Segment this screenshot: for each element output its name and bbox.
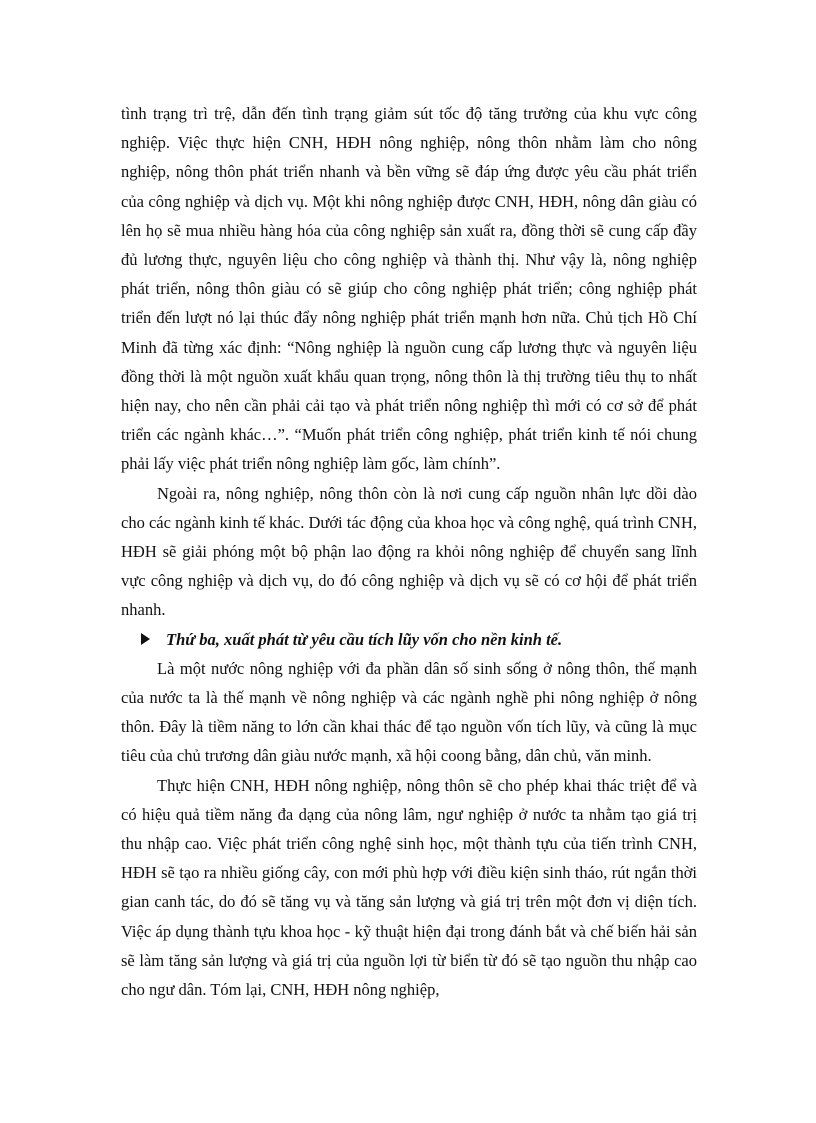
paragraph-agriculture-strength: Là một nước nông nghiệp với đa phần dân số sinh sống ở nông thôn, thế mạnh của nước ta là thế mạnh về nông nghiệp và các ngành nghề phi nông nghiệp ở nông thôn. Đây là tiềm năng to lớn cần khai thác để tạo nguồn vốn tích lũy, và cũng là mục tiêu của chủ trương dân giàu nước mạnh, xã hội coong bằng, dân chủ, văn minh. bbox=[121, 658, 697, 766]
section-heading-text: Thứ ba, xuất phát từ yêu cầu tích lũy vốn cho nền kinh tế. bbox=[166, 629, 563, 649]
section-heading bbox=[121, 625, 697, 654]
arrow-bullet-icon bbox=[141, 633, 150, 645]
paragraph-labor: Ngoài ra, nông nghiệp, nông thôn còn là nơi cung cấp nguồn nhân lực dồi dào cho các ngành kinh tế khác. Dưới tác động của khoa học và công nghệ, quá trình CNH, HĐH sẽ giải phóng một bộ phận lao động ra khỏi nông nghiệp để chuyển sang lĩnh vực công nghiệp và dịch vụ, do đó công nghiệp và dịch vụ sẽ có cơ hội để phát triển nhanh. bbox=[121, 483, 697, 620]
paragraph-modernization: Thực hiện CNH, HĐH nông nghiệp, nông thôn sẽ cho phép khai thác triệt để và có hiệu quả tiềm năng đa dạng của nông lâm, ngư nghiệp ở nước ta nhằm tạo giá trị thu nhập cao. Việc phát triển công nghệ sinh học, một thành tựu của tiến trình CNH, HĐH sẽ tạo ra nhiều giống cây, con mới phù hợp với điều kiện sinh tháo, rút ngắn thời gian canh tác, do đó sẽ tăng vụ và tăng sản lượng và giá trị trên một đơn vị diện tích. Việc áp dụng thành tựu khoa học - kỹ thuật hiện đại trong đánh bắt và chế biến hải sản sẽ làm tăng sản lượng và giá trị của nguồn lợi từ biển từ đó sẽ tạo nguồn thu nhập cao cho ngư dân. Tóm lại, CNH, HĐH nông nghiệp, bbox=[121, 775, 697, 1000]
document-page bbox=[121, 99, 697, 1004]
paragraph-intro: tình trạng trì trệ, dẫn đến tình trạng giảm sút tốc độ tăng trưởng của khu vực công nghiệp. Việc thực hiện CNH, HĐH nông nghiệp, nông thôn nhằm làm cho nông nghiệp, nông thôn phát triển nhanh và bền vững sẽ đáp ứng được yêu cầu phát triển của công nghiệp và dịch vụ. Một khi nông nghiệp được CNH, HĐH, nông dân giàu có lên họ sẽ mua nhiều hàng hóa của công nghiệp sản xuất ra, đồng thời sẽ cung cấp đầy đủ lương thực, nguyên liệu cho công nghiệp và thành thị. Như vậy là, nông nghiệp phát triển, nông thôn giàu có sẽ giúp cho công nghiệp phát triển; công nghiệp phát triển đến lượt nó lại thúc đẩy nông nghiệp phát triển mạnh hơn nữa. Chủ tịch Hồ Chí Minh đã từng xác định: “Nông nghiệp là nguồn cung cấp lương thực và nguyên liệu đồng thời là một nguồn xuất khẩu quan trọng, nông thôn là thị trường tiêu thụ to nhất hiện nay, cho nên cần phải cải tạo và phát triển nông nghiệp thì mới có cơ sở để phát triển các ngành khác…”. “Muốn phát triển công nghiệp, phát triển kinh tế nói chung phải lấy việc phát triển nông nghiệp làm gốc, làm chính”. bbox=[121, 104, 697, 474]
